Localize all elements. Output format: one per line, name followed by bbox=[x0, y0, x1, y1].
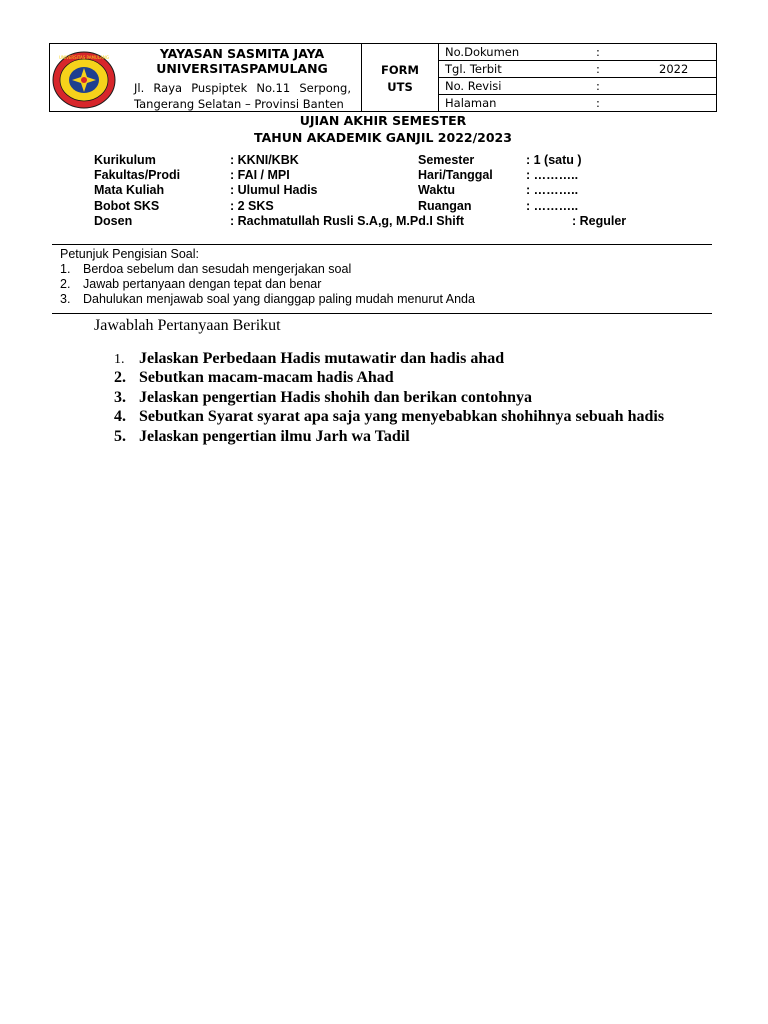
info-value: : Ulumul Hadis bbox=[230, 183, 318, 197]
question-text: Jelaskan pengertian Hadis shohih dan berikan contohnya bbox=[139, 389, 532, 406]
info-label: Ruangan bbox=[418, 199, 472, 213]
info-value: : 2 SKS bbox=[230, 199, 274, 213]
address-word: Puspiptek bbox=[191, 81, 248, 95]
instruction-text: Berdoa sebelum dan sesudah mengerjakan soal bbox=[83, 262, 352, 276]
address-word: Jl. bbox=[134, 81, 145, 95]
address-line-1 bbox=[134, 80, 351, 96]
question-item bbox=[114, 408, 664, 426]
document-meta-table bbox=[438, 43, 717, 112]
address-word: No.11 bbox=[256, 81, 291, 95]
shift-value: : Reguler bbox=[572, 214, 627, 228]
question-number: 4. bbox=[114, 408, 126, 425]
info-value: : FAI / MPI bbox=[230, 168, 290, 182]
meta-row bbox=[439, 78, 717, 95]
instructions-title: Petunjuk Pengisian Soal: bbox=[60, 247, 199, 261]
info-label: Mata Kuliah bbox=[94, 183, 165, 197]
meta-colon: : bbox=[596, 96, 600, 110]
exam-title-line1: UJIAN AKHIR SEMESTER bbox=[299, 113, 467, 128]
university-logo bbox=[52, 51, 116, 109]
question-number: 3. bbox=[114, 389, 126, 406]
info-value: : ……….. bbox=[526, 183, 579, 197]
form-label bbox=[362, 62, 438, 96]
address-word: Raya bbox=[153, 81, 183, 95]
info-label: Waktu bbox=[418, 183, 456, 197]
meta-cell bbox=[439, 44, 717, 61]
instruction-text: Dahulukan menjawab soal yang dianggap paling mudah menurut Anda bbox=[83, 292, 475, 306]
meta-cell bbox=[439, 95, 717, 112]
form-label-line2: UTS bbox=[387, 80, 413, 94]
address-line-2: Tangerang Selatan – Provinsi Banten bbox=[134, 97, 344, 111]
organization-name bbox=[122, 46, 362, 76]
info-value: : ……….. bbox=[526, 199, 579, 213]
meta-row bbox=[439, 44, 717, 61]
info-label: Semester bbox=[418, 153, 475, 167]
question-number: 1. bbox=[114, 352, 125, 367]
meta-colon: : bbox=[596, 79, 600, 93]
meta-row bbox=[439, 61, 717, 78]
meta-key: Tgl. Terbit bbox=[445, 62, 502, 76]
meta-cell bbox=[439, 78, 717, 95]
info-value: : Rachmatullah Rusli S.A,g, M.Pd.I Shift bbox=[230, 214, 465, 228]
form-label-line1: FORM bbox=[381, 63, 419, 77]
meta-cell bbox=[439, 61, 717, 78]
question-item bbox=[114, 428, 410, 446]
divider-bottom bbox=[52, 313, 712, 314]
meta-row bbox=[439, 95, 717, 112]
info-label: Fakultas/Prodi bbox=[94, 168, 181, 182]
info-value: : 1 (satu ) bbox=[526, 153, 582, 167]
info-label: Dosen bbox=[94, 214, 133, 228]
meta-key: No.Dokumen bbox=[445, 45, 520, 59]
foundation-name: YAYASAN SASMITA JAYA bbox=[159, 46, 325, 61]
question-text: Jelaskan pengertian ilmu Jarh wa Tadil bbox=[139, 428, 410, 445]
question-text: Sebutkan Syarat syarat apa saja yang menyebabkan shohihnya sebuah hadis bbox=[139, 408, 665, 425]
meta-value: 2022 bbox=[659, 62, 689, 76]
exam-title bbox=[49, 112, 717, 146]
info-value: : ……….. bbox=[526, 168, 579, 182]
info-value: : KKNI/KBK bbox=[230, 153, 299, 167]
instruction-text: Jawab pertanyaan dengan tepat dan benar bbox=[83, 277, 322, 291]
questions-intro: Jawablah Pertanyaan Berikut bbox=[94, 317, 281, 334]
divider-top bbox=[52, 244, 712, 245]
question-item bbox=[114, 350, 504, 368]
svg-text:UNIVERSITAS PAMULANG: UNIVERSITAS PAMULANG bbox=[59, 55, 109, 60]
info-label: Bobot SKS bbox=[94, 199, 160, 213]
meta-colon: : bbox=[596, 62, 600, 76]
meta-key: No. Revisi bbox=[445, 79, 502, 93]
instruction-number: 2. bbox=[60, 277, 71, 291]
meta-key: Halaman bbox=[445, 96, 497, 110]
question-text: Sebutkan macam-macam hadis Ahad bbox=[139, 369, 394, 386]
university-name: UNIVERSITASPAMULANG bbox=[156, 61, 328, 76]
organization-address bbox=[134, 80, 351, 112]
question-number: 5. bbox=[114, 428, 126, 445]
instruction-number: 1. bbox=[60, 262, 71, 276]
exam-title-line2: TAHUN AKADEMIK GANJIL 2022/2023 bbox=[254, 130, 512, 145]
question-text: Jelaskan Perbedaan Hadis mutawatir dan hadis ahad bbox=[139, 350, 505, 367]
info-label: Hari/Tanggal bbox=[418, 168, 493, 182]
meta-colon: : bbox=[596, 45, 600, 59]
question-item bbox=[114, 369, 394, 387]
instruction-number: 3. bbox=[60, 292, 71, 306]
info-label: Kurikulum bbox=[94, 153, 156, 167]
question-number: 2. bbox=[114, 369, 126, 386]
question-item bbox=[114, 389, 532, 407]
address-word: Serpong, bbox=[299, 81, 351, 95]
